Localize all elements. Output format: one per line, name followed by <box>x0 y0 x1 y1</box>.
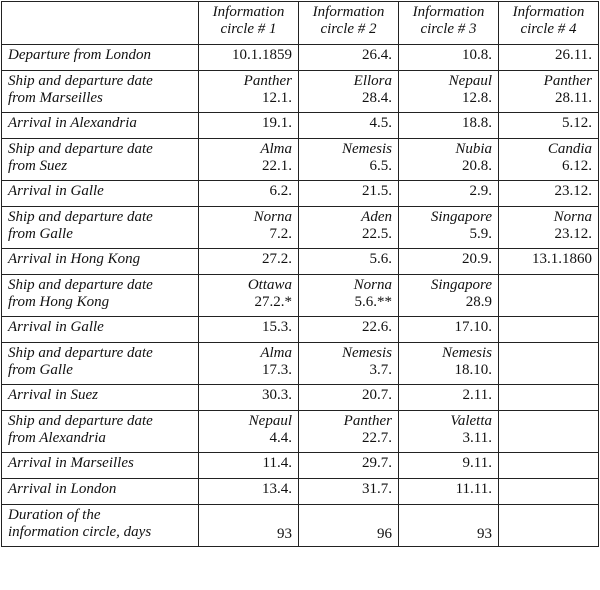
row-label <box>2 249 199 275</box>
cell-value: 27.2. <box>262 251 292 267</box>
cell-value: 96 <box>377 526 392 542</box>
cell-value: 6.2. <box>269 183 292 199</box>
table-cell <box>199 411 299 453</box>
table-cell <box>499 113 599 139</box>
cell-value: 17.10. <box>454 319 492 335</box>
table-row <box>2 139 599 181</box>
departure-date: 3.7. <box>369 362 392 378</box>
table-cell <box>399 453 499 479</box>
column-header-circle-3 <box>399 2 499 45</box>
cell-value: 18.8. <box>462 115 492 131</box>
table-row <box>2 453 599 479</box>
table-cell <box>299 505 399 547</box>
ship-name: Norna <box>553 209 592 225</box>
departure-date: 23.12. <box>554 226 592 242</box>
ship-name: Nemesis <box>342 141 392 157</box>
departure-date: 5.6.** <box>354 294 392 310</box>
table-cell <box>499 45 599 71</box>
table-row <box>2 207 599 249</box>
cell-value: 30.3. <box>262 387 292 403</box>
table-cell <box>199 45 299 71</box>
table-cell <box>299 317 399 343</box>
table-cell <box>399 249 499 275</box>
table-cell <box>299 181 399 207</box>
ship-name: Nemesis <box>442 345 492 361</box>
cell-value: 15.3. <box>262 319 292 335</box>
row-label <box>2 181 199 207</box>
table-cell <box>499 275 599 317</box>
cell-value: 93 <box>477 526 492 542</box>
table-cell <box>299 343 399 385</box>
row-label-text: Duration of the <box>8 507 101 523</box>
table-row <box>2 181 599 207</box>
table-cell <box>299 113 399 139</box>
column-header-circle-4 <box>499 2 599 45</box>
table-cell <box>499 249 599 275</box>
cell-value: 20.7. <box>362 387 392 403</box>
cell-value: 11.11. <box>455 481 492 497</box>
row-label-text: Arrival in Hong Kong <box>8 251 141 267</box>
table-cell <box>299 249 399 275</box>
table-cell <box>299 385 399 411</box>
departure-date: 6.12. <box>562 158 592 174</box>
table-cell <box>199 505 299 547</box>
row-label-text: from Hong Kong <box>8 294 110 310</box>
header-text: Information <box>212 4 285 20</box>
table-row <box>2 505 599 547</box>
ship-name: Nubia <box>455 141 492 157</box>
ship-name: Panther <box>243 73 292 89</box>
departure-date: 28.11. <box>555 90 592 106</box>
table-cell <box>399 479 499 505</box>
cell-value: 10.1.1859 <box>232 47 292 63</box>
table-cell <box>199 249 299 275</box>
cell-value: 2.11. <box>462 387 492 403</box>
ship-name: Alma <box>260 345 292 361</box>
table-cell <box>499 71 599 113</box>
table-cell <box>399 317 499 343</box>
table-cell <box>299 275 399 317</box>
ship-name: Nepaul <box>448 73 492 89</box>
header-text: Information <box>512 4 585 20</box>
table-row <box>2 317 599 343</box>
table-cell <box>199 317 299 343</box>
departure-date: 17.3. <box>262 362 292 378</box>
table-cell <box>199 343 299 385</box>
row-label-text: from Alexandria <box>8 430 106 446</box>
row-label-text: Arrival in Alexandria <box>8 115 137 131</box>
row-label <box>2 45 199 71</box>
cell-value: 26.4. <box>362 47 392 63</box>
departure-date: 28.9 <box>465 294 492 310</box>
row-label-text: from Galle <box>8 226 73 242</box>
table-cell <box>299 139 399 181</box>
row-label <box>2 505 199 547</box>
cell-value: 11.4. <box>262 455 292 471</box>
ship-name: Norna <box>353 277 392 293</box>
row-label-text: from Galle <box>8 362 73 378</box>
table-cell <box>399 505 499 547</box>
ship-name: Panther <box>343 413 392 429</box>
cell-value: 21.5. <box>362 183 392 199</box>
table-cell <box>199 181 299 207</box>
header-row <box>2 2 599 45</box>
ship-name: Singapore <box>430 209 492 225</box>
cell-value: 26.11. <box>555 47 592 63</box>
table-cell <box>499 181 599 207</box>
ship-name: Panther <box>543 73 592 89</box>
row-label <box>2 385 199 411</box>
cell-value: 31.7. <box>362 481 392 497</box>
table-cell <box>399 207 499 249</box>
ship-name: Candia <box>547 141 592 157</box>
table-cell <box>399 181 499 207</box>
cell-value: 9.11. <box>462 455 492 471</box>
ship-name: Valetta <box>450 413 492 429</box>
cell-value: 13.1.1860 <box>532 251 592 267</box>
ship-name: Singapore <box>430 277 492 293</box>
table-cell <box>499 385 599 411</box>
row-label-text: Ship and departure date <box>8 141 153 157</box>
table-cell <box>199 275 299 317</box>
table-cell <box>199 207 299 249</box>
row-label-text: Arrival in Marseilles <box>8 455 134 471</box>
table-row <box>2 479 599 505</box>
departure-date: 28.4. <box>362 90 392 106</box>
table-row <box>2 45 599 71</box>
header-text: Information <box>412 4 485 20</box>
cell-value: 22.6. <box>362 319 392 335</box>
cell-value: 2.9. <box>469 183 492 199</box>
ship-name: Ottawa <box>247 277 292 293</box>
table-cell <box>499 317 599 343</box>
header-text: circle # 2 <box>320 21 377 37</box>
table-row <box>2 249 599 275</box>
row-label-text: Arrival in Suez <box>8 387 98 403</box>
ship-name: Alma <box>260 141 292 157</box>
column-header-circle-2 <box>299 2 399 45</box>
row-label-text: Ship and departure date <box>8 73 153 89</box>
table-row <box>2 275 599 317</box>
column-header-circle-1 <box>199 2 299 45</box>
departure-date: 27.2.* <box>254 294 292 310</box>
row-label <box>2 411 199 453</box>
table-row <box>2 411 599 453</box>
table-cell <box>499 139 599 181</box>
table-row <box>2 385 599 411</box>
header-text: Information <box>312 4 385 20</box>
departure-date: 6.5. <box>369 158 392 174</box>
table-row <box>2 343 599 385</box>
table-cell <box>199 479 299 505</box>
table-cell <box>299 411 399 453</box>
cell-value: 13.4. <box>262 481 292 497</box>
row-label <box>2 139 199 181</box>
row-label <box>2 207 199 249</box>
table-cell <box>299 207 399 249</box>
table-cell <box>499 343 599 385</box>
table-cell <box>499 411 599 453</box>
table-cell <box>499 207 599 249</box>
table-cell <box>299 479 399 505</box>
departure-date: 22.5. <box>362 226 392 242</box>
table-cell <box>399 113 499 139</box>
cell-value: 93 <box>277 526 292 542</box>
table-cell <box>499 505 599 547</box>
table-cell <box>499 479 599 505</box>
cell-value: 5.12. <box>562 115 592 131</box>
table-cell <box>399 45 499 71</box>
departure-date: 4.4. <box>269 430 292 446</box>
table-cell <box>399 385 499 411</box>
ship-name: Aden <box>361 209 392 225</box>
cell-value: 19.1. <box>262 115 292 131</box>
row-label-text: Ship and departure date <box>8 209 153 225</box>
cell-value: 10.8. <box>462 47 492 63</box>
table-cell <box>399 139 499 181</box>
table-row <box>2 71 599 113</box>
header-text: circle # 4 <box>520 21 577 37</box>
row-label-text: Ship and departure date <box>8 277 153 293</box>
row-label <box>2 71 199 113</box>
cell-value: 23.12. <box>554 183 592 199</box>
row-label-text: Arrival in Galle <box>8 319 104 335</box>
table-cell <box>199 139 299 181</box>
departure-date: 7.2. <box>269 226 292 242</box>
cell-value: 29.7. <box>362 455 392 471</box>
header-text: circle # 3 <box>420 21 477 37</box>
row-label-text: Ship and departure date <box>8 345 153 361</box>
departure-date: 22.1. <box>262 158 292 174</box>
row-label <box>2 317 199 343</box>
table-cell <box>199 385 299 411</box>
ship-name: Ellora <box>353 73 392 89</box>
header-text: circle # 1 <box>220 21 277 37</box>
ship-name: Nepaul <box>248 413 292 429</box>
cell-value: 4.5. <box>369 115 392 131</box>
table-wrapper <box>1 1 599 547</box>
row-label-text: Ship and departure date <box>8 413 153 429</box>
table-cell <box>299 453 399 479</box>
row-label <box>2 479 199 505</box>
departure-date: 12.8. <box>462 90 492 106</box>
cell-value: 20.9. <box>462 251 492 267</box>
row-label <box>2 453 199 479</box>
departure-date: 12.1. <box>262 90 292 106</box>
departure-date: 22.7. <box>362 430 392 446</box>
row-label-text: from Suez <box>8 158 68 174</box>
departure-date: 3.11. <box>462 430 492 446</box>
table-cell <box>399 343 499 385</box>
row-label-text: Arrival in Galle <box>8 183 104 199</box>
row-label-text: Arrival in London <box>8 481 117 497</box>
table-cell <box>299 71 399 113</box>
departure-date: 20.8. <box>462 158 492 174</box>
ship-name: Norna <box>253 209 292 225</box>
table-cell <box>199 113 299 139</box>
corner-cell <box>2 2 199 45</box>
row-label <box>2 343 199 385</box>
table-cell <box>399 275 499 317</box>
table-cell <box>299 45 399 71</box>
schedule-table <box>1 1 599 547</box>
row-label-text: Departure from London <box>8 47 152 63</box>
row-label-text: information circle, days <box>8 524 152 540</box>
departure-date: 5.9. <box>469 226 492 242</box>
table-cell <box>199 453 299 479</box>
table-cell <box>499 453 599 479</box>
departure-date: 18.10. <box>454 362 492 378</box>
table-cell <box>399 71 499 113</box>
ship-name: Nemesis <box>342 345 392 361</box>
table-cell <box>199 71 299 113</box>
table-row <box>2 113 599 139</box>
row-label <box>2 113 199 139</box>
cell-value: 5.6. <box>369 251 392 267</box>
table-cell <box>399 411 499 453</box>
row-label <box>2 275 199 317</box>
row-label-text: from Marseilles <box>8 90 103 106</box>
